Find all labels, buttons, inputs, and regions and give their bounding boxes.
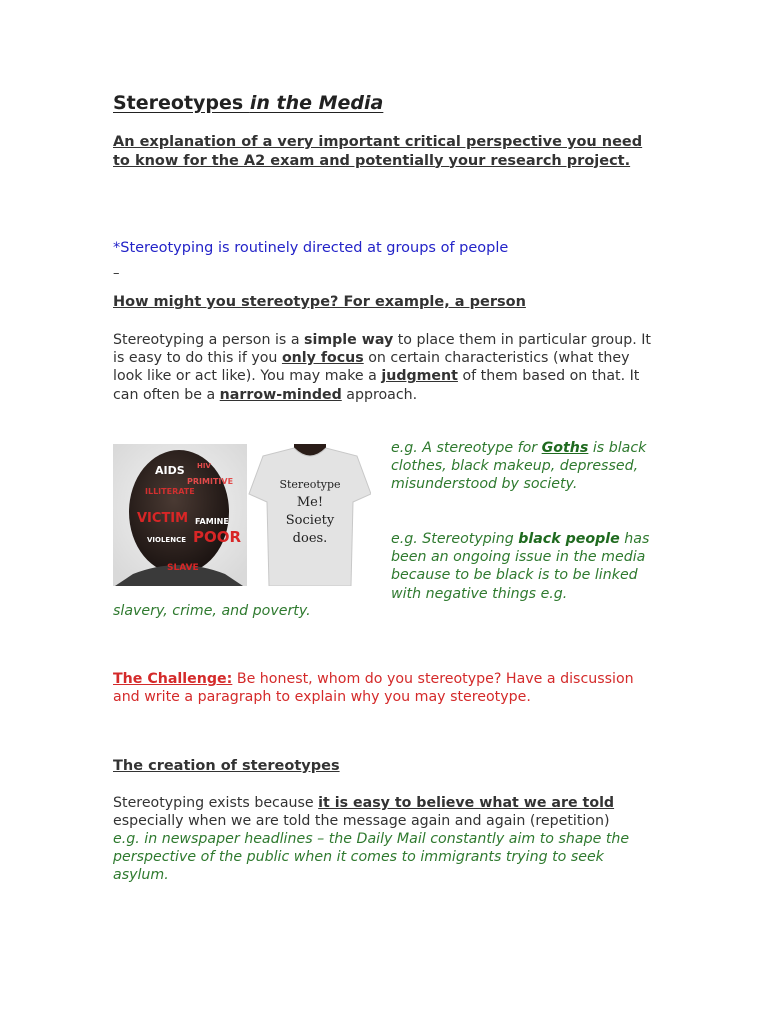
stereotype-illustration <box>113 444 371 586</box>
dash-marker: – <box>113 266 120 281</box>
word-violence: VIOLENCE <box>147 536 186 544</box>
example-goths: e.g. A stereotype for Goths is black clothes, black makeup, depressed, misunderstood by society. <box>391 440 647 493</box>
shirt-text-4: does. <box>292 531 328 546</box>
creation-example: e.g. in newspaper headlines – the Daily Mail constantly aim to shape the perspective of the public when it comes to immigrants trying to seek asylum. <box>113 831 630 884</box>
heading-person: How might you stereotype? For example, a person <box>113 294 526 310</box>
shirt-text-2: Me! <box>296 495 324 510</box>
shirt-text-3: Society <box>285 513 335 528</box>
example-black-people: e.g. Stereotyping black people has been an ongoing issue in the media because to be black is to be linked with negative things e.g. <box>391 531 650 602</box>
stereotype-image <box>113 444 371 586</box>
heading-creation: The creation of stereotypes <box>113 758 340 774</box>
creation-paragraph: Stereotyping exists because it is easy to believe what we are told especially when we are told the message again and again (repetition) <box>113 795 615 830</box>
document-subtitle: An explanation of a very important critical perspective you need to know for the A2 exam and potentially your research project. <box>113 134 643 169</box>
example-black-people-end: slavery, crime, and poverty. <box>113 603 311 619</box>
groups-statement: *Stereotyping is routinely directed at groups of people <box>113 240 509 256</box>
word-hiv: HIV <box>197 462 211 470</box>
word-primitive: PRIMITIVE <box>187 477 234 486</box>
shirt-text-1: Stereotype <box>279 478 341 491</box>
person-paragraph: Stereotyping a person is a simple way to place them in particular group. It is easy to do this if you only focus on certain characteristics (what they look like or act like). You may make a judgment of them based on that. It can often be a narrow-minded approach. <box>113 332 651 403</box>
word-slave: SLAVE <box>167 563 199 573</box>
document-title: Stereotypes in the Media <box>113 92 384 114</box>
word-poor: POOR <box>193 528 242 546</box>
word-aids: AIDS <box>155 464 185 477</box>
word-victim: VICTIM <box>137 511 189 526</box>
word-illiterate: ILLITERATE <box>145 487 195 496</box>
challenge-paragraph: The Challenge: Be honest, whom do you stereotype? Have a discussion and write a paragraph to explain why you may stereotype. <box>113 671 634 706</box>
word-famine: FAMINE <box>195 517 229 526</box>
